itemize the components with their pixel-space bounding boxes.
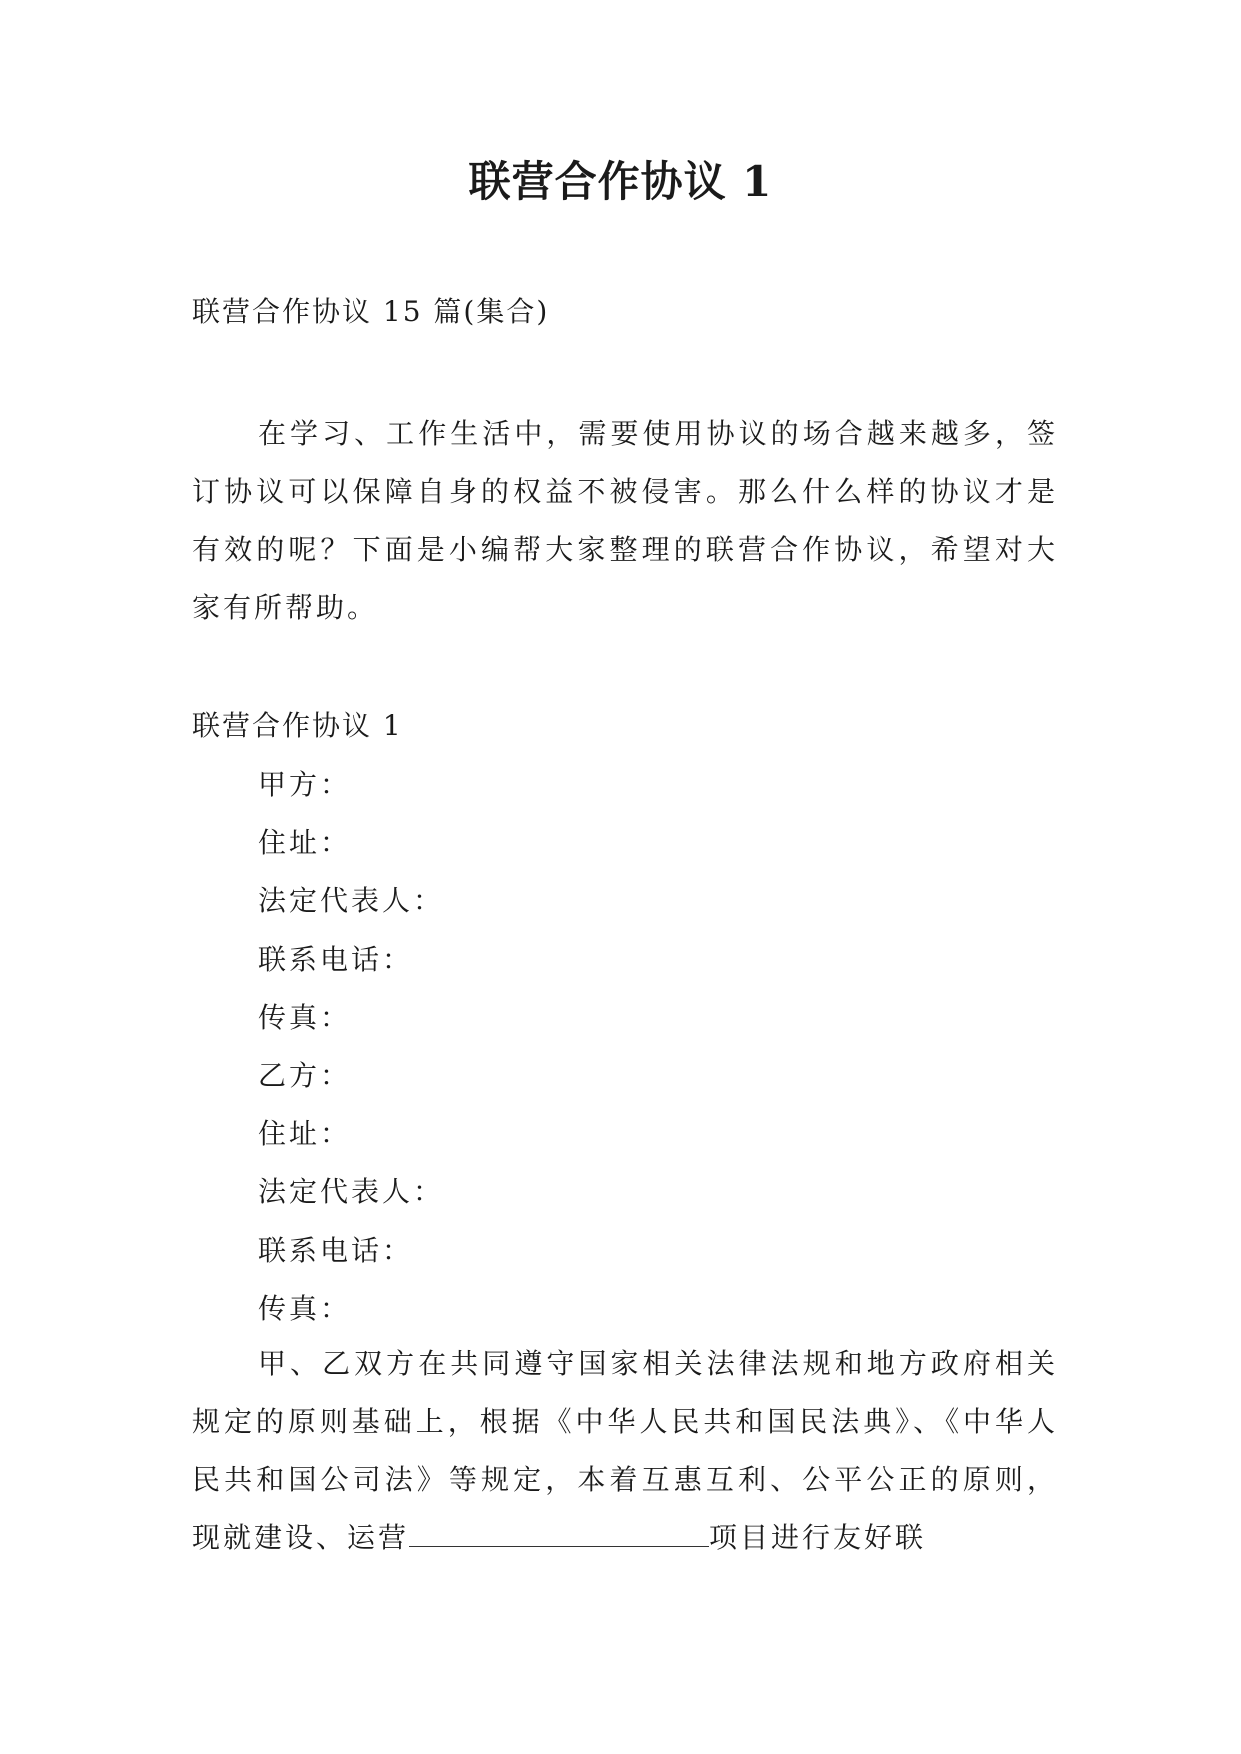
body-text-before-blank: 甲、乙双方在共同遵守国家相关法律法规和地方政府相关规定的原则基础上，根据《中华人民共和国民法典》、《中华人民共和国公司法》等规定，本着互惠互利、公平公正的原则，现就建设、运营 [192, 1347, 1058, 1554]
party-b-phone-label: 联系电话： [258, 1233, 414, 1267]
party-fields-list [258, 756, 444, 1338]
section-heading: 联营合作协议 1 [192, 709, 403, 742]
party-a-fax-label: 传真： [258, 1000, 352, 1034]
party-b-fax-label: 传真： [258, 1291, 352, 1325]
body-text-after-blank: 项目进行友好联 [709, 1521, 927, 1554]
party-a-label: 甲方： [258, 768, 352, 801]
party-b-label: 乙方： [258, 1059, 352, 1093]
party-b-legal-rep-label: 法定代表人： [258, 1175, 445, 1209]
document-title: 联营合作协议 1 [468, 157, 773, 206]
project-name-blank [409, 1516, 709, 1547]
party-a-address-label: 住址： [258, 826, 352, 860]
document-subtitle: 联营合作协议 15 篇(集合) [192, 295, 550, 328]
party-a-phone-label: 联系电话： [258, 942, 414, 976]
intro-paragraph: 在学习、工作生活中，需要使用协议的场合越来越多，签订协议可以保障自身的权益不被侵害。那么什么样的协议才是有效的呢？下面是小编帮大家整理的联营合作协议，希望对大家有所帮助。 [192, 417, 1058, 624]
party-a-legal-rep-label: 法定代表人： [258, 884, 445, 918]
party-b-address-label: 住址： [258, 1117, 352, 1151]
body-paragraph [192, 1335, 1058, 1567]
